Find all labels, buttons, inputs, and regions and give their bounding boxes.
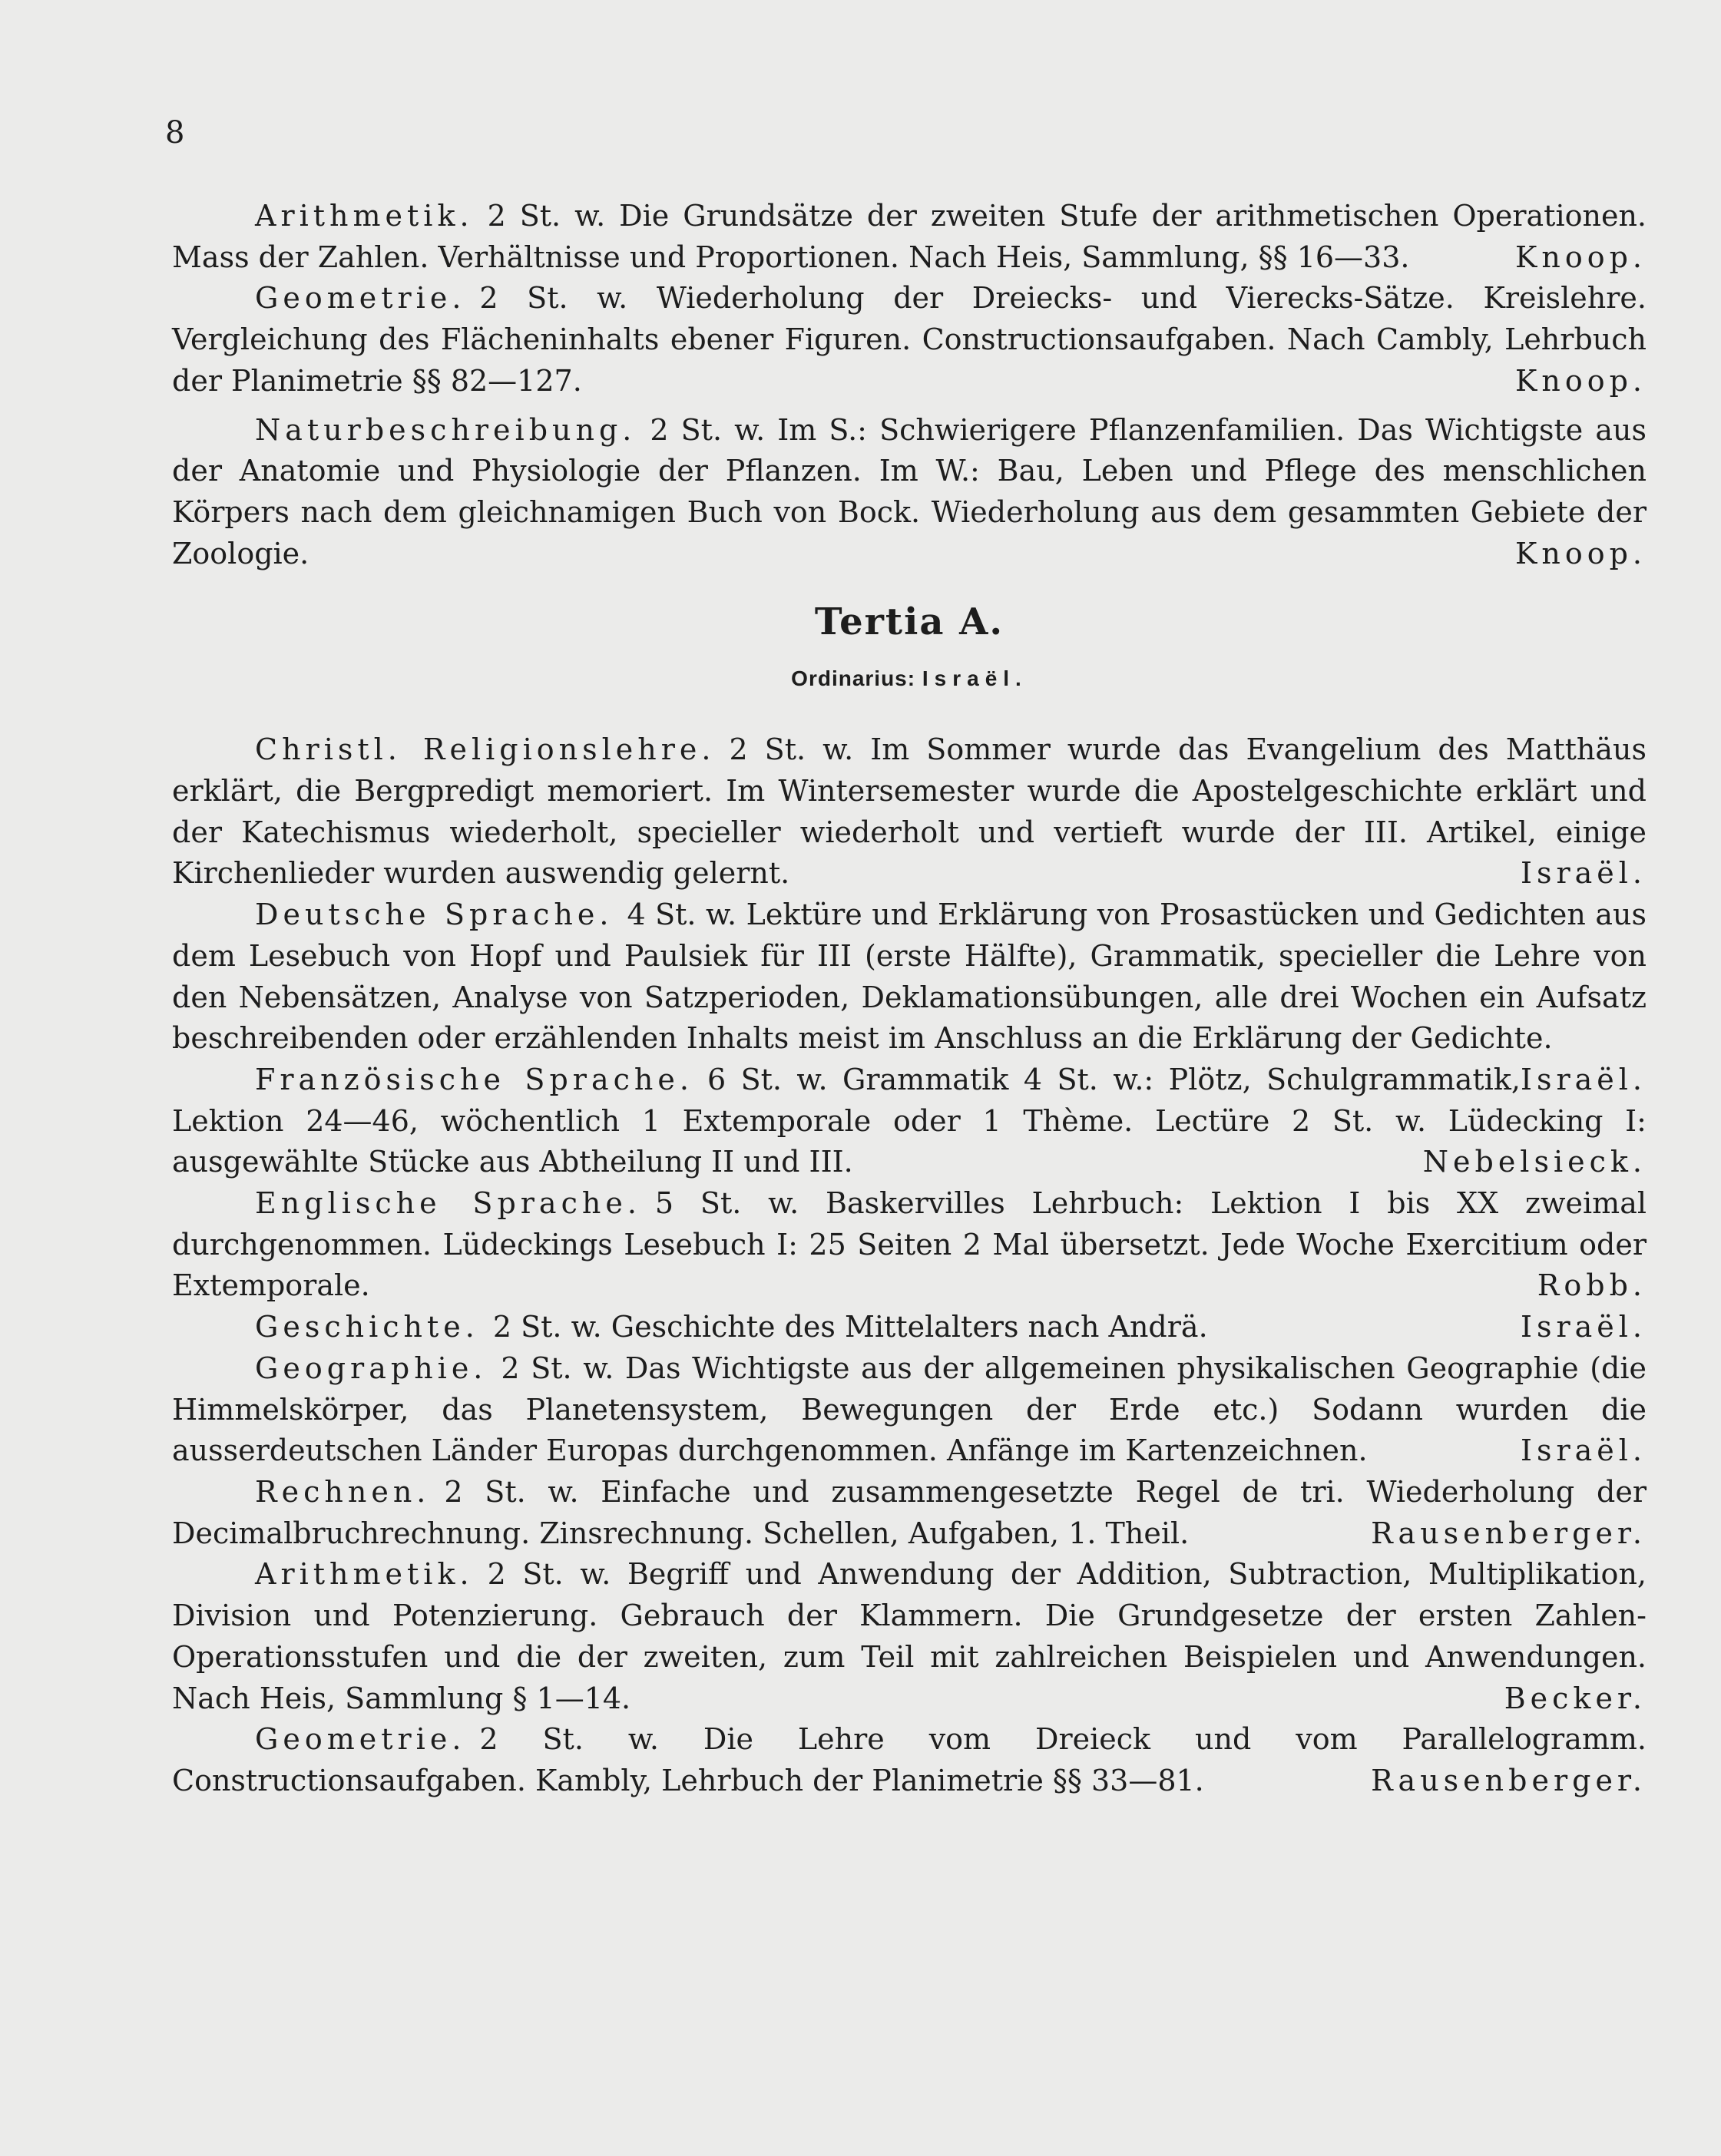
entry-teacher: Israël. xyxy=(1520,856,1647,891)
entry-subject: Geschichte. xyxy=(255,1310,479,1344)
entry-subject: Christl. Religionslehre. xyxy=(255,732,716,767)
entry-subject: Geometrie. xyxy=(255,281,466,316)
entry-text: 5 St. w. Baskervilles Lehrbuch: Lektion I bis XX zweimal durchgenommen. Lüdeckings Lesebuch I: 25 Seiten 2 Mal übersetzt. Jede Woche Exercitium oder Extemporale. xyxy=(172,1186,1647,1303)
entry-geographie xyxy=(172,1348,1647,1472)
entry-franzoesische-sprache xyxy=(172,1060,1647,1183)
entry-subject: Französische Sprache. xyxy=(255,1062,693,1096)
entry-rechnen xyxy=(172,1472,1647,1554)
entry-religionslehre xyxy=(172,729,1647,894)
ordinarius-line xyxy=(172,666,1647,691)
entry-teacher: Nebelsieck. xyxy=(1422,1145,1647,1179)
entry-text: 2 St. w. Begriff und Anwendung der Addition, Subtraction, Multiplikation, Division und Potenzierung. Gebrauch der Klammern. Die Grundgesetze der ersten Zahlen-Operationsstufen und die der zweiten, zum Teil mit zahlreichen Beispielen und Anwendungen. Nach Heis, Sammlung § 1—14. xyxy=(172,1557,1647,1715)
entry-subject: Geographie. xyxy=(255,1351,488,1385)
entry-naturbeschreibung xyxy=(172,410,1647,575)
entry-teacher: Rausenberger. xyxy=(1371,1516,1647,1550)
entry-text: 6 St. w. Grammatik 4 St. w.: Plötz, Schulgrammatik, Lektion 24—46, wöchentlich 1 Extemporale oder 1 Thème. Lectüre 2 St. w. Lüdecking I: ausgewählte Stücke aus Abtheilung II und III. xyxy=(172,1062,1647,1179)
entry-englische-sprache xyxy=(172,1183,1647,1307)
entry-text: 2 St. w. Wiederholung der Dreiecks- und Vierecks-Sätze. Kreislehre. Vergleichung des Flächeninhalts ebener Figuren. Constructionsaufgaben. Nach Cambly, Lehrbuch der Planimetrie §§ 82—127. xyxy=(172,281,1647,398)
entry-arithmetik-lower xyxy=(172,1554,1647,1719)
entry-subject: Arithmetik. xyxy=(255,1557,474,1592)
entry-text: 2 St. w. Die Grundsätze der zweiten Stufe der arithmetischen Operationen. Mass der Zahlen. Verhältnisse und Proportionen. Nach Heis, Sammlung, §§ 16—33. xyxy=(172,199,1647,274)
ordinarius-name: Israël. xyxy=(922,666,1028,691)
entry-geschichte xyxy=(172,1307,1647,1348)
entry-teacher: Knoop. xyxy=(1514,536,1647,570)
entry-text: 4 St. w. Lektüre und Erklärung von Prosastücken und Gedichten aus dem Lesebuch von Hopf und Paulsiek für III (erste Hälfte), Grammatik, specieller die Lehre von den Nebensätzen, Analyse von Satzperioden, Deklamationsübungen, alle drei Wochen ein Aufsatz beschreibenden oder erzählenden Inhalts meist im Anschluss an die Erklärung der Gedichte. xyxy=(172,898,1647,1056)
entry-text: 2 St. w. Im Sommer wurde das Evangelium des Matthäus erklärt, die Bergpredigt memoriert. Im Wintersemester wurde die Apostelgeschichte erklärt und der Katechismus wiederholt, specieller wiederholt und vertieft wurde der III. Artikel, einige Kirchenlieder wurden auswendig gelernt. xyxy=(172,732,1647,891)
entry-text: 2 St. w. Im S.: Schwierigere Pflanzenfamilien. Das Wichtigste aus der Anatomie und Physiologie der Pflanzen. Im W.: Bau, Leben und Pflege des menschlichen Körpers nach dem gleichnamigen Buch von Bock. Wiederholung aus dem gesammten Gebiete der Zoologie. xyxy=(172,412,1647,570)
entry-text: 2 St. w. Einfache und zusammengesetzte Regel de tri. Wiederholung der Decimalbruchrechnung. Zinsrechnung. Schellen, Aufgaben, 1. Theil. xyxy=(172,1474,1647,1550)
entry-subject: Geometrie. xyxy=(255,1722,466,1757)
section-heading: Tertia A. xyxy=(814,600,1004,644)
page-number: 8 xyxy=(165,115,185,150)
entry-subject: Naturbeschreibung. xyxy=(255,412,637,447)
entry-subject: Englische Sprache. xyxy=(255,1186,641,1221)
entry-subject: Rechnen. xyxy=(255,1474,431,1509)
entry-subject: Deutsche Sprache. xyxy=(255,898,614,932)
page-body xyxy=(172,196,1647,1802)
entry-teacher: Robb. xyxy=(1537,1268,1647,1303)
entry-text: 2 St. w. Geschichte des Mittelalters nach Andrä. xyxy=(492,1310,1208,1344)
entry-arithmetik-upper xyxy=(172,196,1647,278)
entry-teacher: Rausenberger. xyxy=(1371,1763,1647,1797)
entry-teacher: Becker. xyxy=(1504,1681,1647,1715)
entry-text: 2 St. w. Das Wichtigste aus der allgemeinen physikalischen Geographie (die Himmelskörper, das Planetensystem, Bewegungen der Erde etc.) Sodann wurden die ausserdeutschen Länder Europas durchgenommen. Anfänge im Kartenzeichnen. xyxy=(172,1351,1647,1468)
entry-teacher: Israël. xyxy=(1520,1062,1647,1096)
entry-teacher: Israël. xyxy=(1520,1433,1647,1468)
entry-teacher: Knoop. xyxy=(1514,240,1647,274)
entry-text: 2 St. w. Die Lehre vom Dreieck und vom Parallelogramm. Constructionsaufgaben. Kambly, Lehrbuch der Planimetrie §§ 33—81. xyxy=(172,1722,1647,1797)
entry-teacher: Israël. xyxy=(1520,1310,1647,1344)
entry-subject: Arithmetik. xyxy=(255,199,474,233)
entry-geometrie-lower xyxy=(172,1719,1647,1801)
entry-teacher: Knoop. xyxy=(1514,363,1647,398)
ordinarius-label: Ordinarius: xyxy=(791,666,916,691)
entry-geometrie-upper xyxy=(172,278,1647,402)
